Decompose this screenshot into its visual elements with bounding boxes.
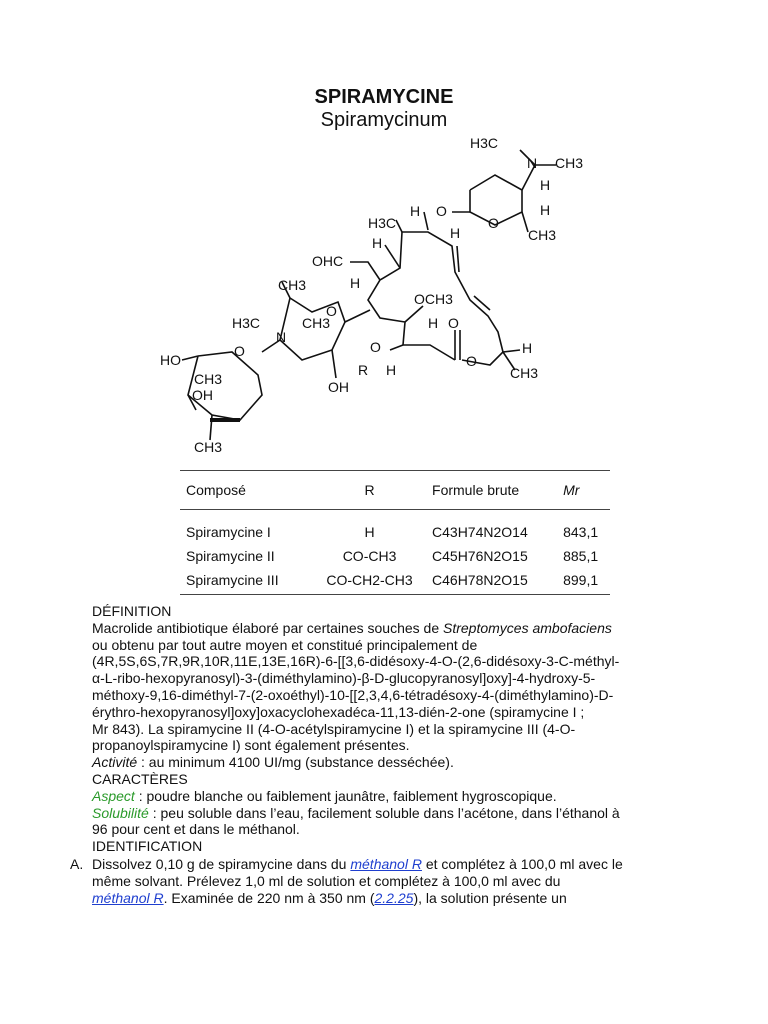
- definition-line: Macrolide antibiotique élaboré par certaines souches de Streptomyces ambofaciens: [92, 619, 612, 636]
- col-mr: Mr: [557, 471, 610, 510]
- struct-label-o-left: O: [234, 343, 245, 359]
- struct-label-h-mid2: H: [372, 235, 383, 251]
- cell-mr: 899,1: [557, 567, 610, 595]
- struct-label-h-mid-right: H: [450, 225, 461, 241]
- struct-label-r: R: [358, 362, 369, 378]
- compound-table: [180, 470, 610, 595]
- cell-name: Spiramycine I: [186, 524, 271, 540]
- table-row: [180, 510, 610, 544]
- cell-mr: 843,1: [563, 524, 599, 540]
- methanol-link-2[interactable]: méthanol R: [92, 889, 164, 906]
- activity-line: Activité : au minimum 4100 UI/mg (substance desséchée).: [92, 754, 454, 771]
- definition-line: α-L-ribo-hexopyranosyl)-3-(diméthylamino)-β-D-glucopyranosyl]oxy]-4-hydroxy-5-: [92, 670, 596, 687]
- definition-line: méthoxy-9,16-diméthyl-7-(2-oxoéthyl)-10-[[2,3,4,6-tétradésoxy-4-(diméthylamino)-D-: [92, 686, 614, 703]
- struct-label-h-lac: H: [522, 340, 533, 356]
- solubility-line: Solubilité : peu soluble dans l’eau, facilement soluble dans l’acétone, dans l’éthanol à: [92, 804, 620, 821]
- struct-label-ch3-ring: CH3: [528, 227, 557, 243]
- struct-label-h2: H: [540, 202, 551, 218]
- struct-label-och3: OCH3: [414, 291, 453, 307]
- structural-formula: [150, 128, 620, 458]
- struct-label-o-ester: O: [448, 315, 459, 331]
- cell-formula: C46H78N2O15: [426, 567, 557, 595]
- methanol-link[interactable]: méthanol R: [350, 856, 422, 872]
- cell-name: Spiramycine II: [186, 548, 275, 564]
- struct-label-o-lac: O: [466, 353, 477, 369]
- struct-label-ch3-n: CH3: [302, 315, 331, 331]
- col-r: R: [307, 471, 426, 510]
- struct-label-h3c-top: H3C: [470, 135, 499, 151]
- struct-label-h-mid1: H: [410, 203, 421, 219]
- aspect-line: Aspect : poudre blanche ou faiblement jaunâtre, faiblement hygroscopique.: [92, 787, 557, 804]
- monograph-latin-title: Spiramycinum: [320, 109, 448, 131]
- cell-name: Spiramycine III: [180, 567, 307, 595]
- cell-mr: 885,1: [563, 548, 599, 564]
- struct-label-o-top: O: [436, 203, 447, 219]
- struct-label-n-sugar: N: [276, 329, 287, 345]
- definition-line: ou obtenu par tout autre moyen et constitué principalement de: [92, 636, 478, 653]
- definition-line: Mr 843). La spiramycine II (4-O-acétylspiramycine I) et la spiramycine III (4-O-: [92, 720, 576, 737]
- struct-label-oh-sugar: OH: [328, 379, 349, 395]
- struct-label-o-sugar: O: [326, 303, 337, 319]
- method-reference-link[interactable]: 2.2.25: [374, 889, 414, 906]
- struct-label-o-ring1: O: [488, 215, 499, 231]
- struct-label-ch3-lac: CH3: [510, 365, 539, 381]
- struct-label-ho-left: HO: [160, 352, 181, 368]
- cell-formula: C43H74N2O14: [432, 524, 528, 540]
- table-row: [180, 543, 610, 567]
- col-compose: Composé: [180, 471, 307, 510]
- struct-label-h3c-sugar: H3C: [232, 315, 261, 331]
- struct-label-o-r: O: [370, 339, 381, 355]
- struct-label-ohc: OHC: [312, 253, 344, 269]
- cell-r: CO-CH3: [342, 548, 397, 564]
- definition-line: propanoylspiramycine I) sont également présentes.: [92, 737, 410, 754]
- struct-label-oh-left: OH: [192, 387, 213, 403]
- struct-label-ch3-left2: CH3: [194, 439, 223, 455]
- struct-label-h1: H: [540, 177, 551, 193]
- definition-line: érythro-hexopyranosyl]oxy]oxacyclohexadéca-11,13-dién-2-one (spiramycine I ;: [92, 703, 585, 720]
- identification-item-a: A. Dissolvez 0,10 g de spiramycine dans du méthanol R et complétez à 100,0 ml avec le même solvant. Prélevez 1,0 ml de solution et complétez à 100,0 ml avec du méthanol R. Examinée de 220 nm à 350 nm (2.2.25), la solution présente un: [70, 856, 623, 906]
- identification-heading: IDENTIFICATION: [92, 838, 203, 855]
- solubility-line: 96 pour cent et dans le méthanol.: [92, 821, 300, 838]
- table-header-row: [180, 471, 610, 510]
- struct-label-ch3-top: CH3: [555, 155, 584, 171]
- cell-r: CO-CH2-CH3: [307, 567, 426, 595]
- struct-label-h3c-mid: H3C: [368, 215, 397, 231]
- characters-heading: CARACTÈRES: [92, 770, 188, 787]
- struct-label-h-r: H: [386, 362, 397, 378]
- item-label: A.: [70, 856, 84, 872]
- struct-label-ch3-left1: CH3: [194, 371, 223, 387]
- struct-label-h-mid4: H: [428, 315, 439, 331]
- monograph-body: [92, 603, 692, 855]
- definition-line: (4R,5S,6S,7R,9R,10R,11E,13E,16R)-6-[[3,6-didésoxy-4-O-(2,6-didésoxy-3-C-méthyl-: [92, 653, 620, 670]
- struct-label-h-mid3: H: [350, 275, 361, 291]
- col-formule: Formule brute: [426, 471, 557, 510]
- monograph-title: SPIRAMYCINE: [314, 86, 454, 108]
- cell-r: H: [364, 524, 375, 540]
- struct-label-n-top: N: [527, 155, 538, 171]
- struct-label-ch3-sugar: CH3: [278, 277, 307, 293]
- table-row: [180, 567, 610, 595]
- cell-formula: C45H76N2O15: [432, 548, 528, 564]
- definition-heading: DÉFINITION: [92, 603, 172, 619]
